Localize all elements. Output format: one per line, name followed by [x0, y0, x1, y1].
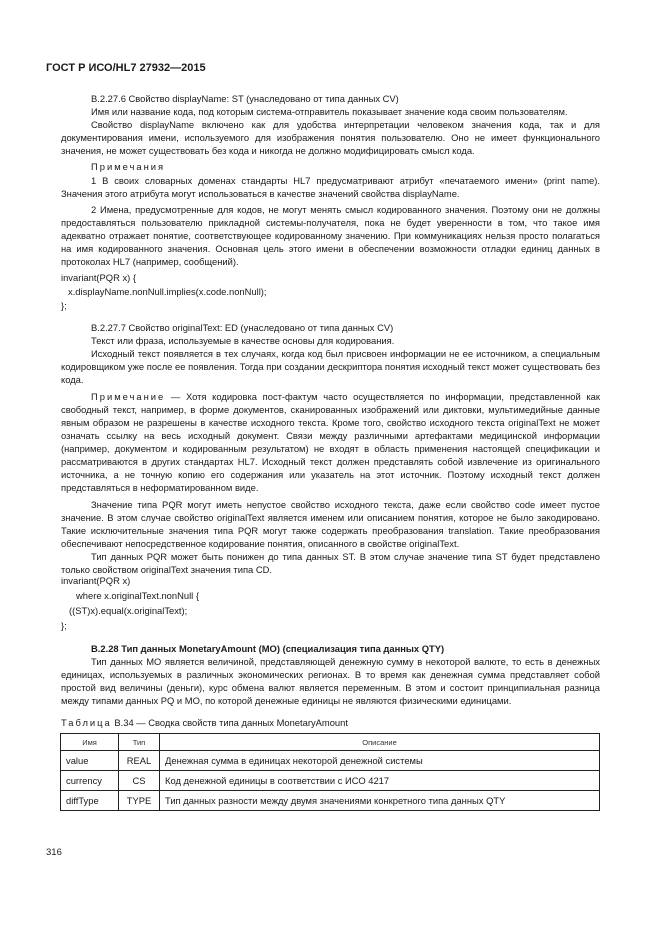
cell-description: Денежная сумма в единицах некоторой денежной системы: [160, 751, 600, 771]
section-heading: B.2.27.7 Свойство originalText: ED (унаследовано от типа данных CV): [91, 322, 394, 333]
note-text: — Хотя кодировка пост-фактум часто осуществляется по информации, представленной как свободный текст, например, в форме документов, сканированных изображений или диктовки, мультимедийные данные явным образом не разрешены в качестве исходного текста. Кроме того, свойство исходного текста originalText не может означать ссылку на весь исходный документ. Связи между различными артефактами медицинской информации (например, документом и кодированным результатом) не входят в область применения настоящей спецификации и рассматриваются в других стандартах HL7. Исходный текст должен представлять собой извлечение из оригинального источника, а не точную копию его содержания или указатель на этот источник. Поэтому исходный текст должен представляться в неформатированном виде.: [61, 391, 600, 493]
code-line: x.displayName.nonNull.implies(x.code.nonNull);: [68, 286, 267, 297]
column-header: Описание: [160, 734, 600, 751]
section-heading: B.2.27.6 Свойство displayName: ST (унаследовано от типа данных CV): [91, 93, 399, 104]
properties-table: [60, 733, 600, 811]
document-header: ГОСТ Р ИСО/HL7 27932—2015: [46, 62, 206, 74]
cell-description: Код денежной единицы в соответствии с ИСО 4217: [160, 771, 600, 791]
table-caption-text: B.34 — Сводка свойств типа данных MonetaryAmount: [111, 717, 348, 728]
note: 1 В своих словарных доменах стандарты HL7 предусматривают атрибут «печатаемого имени» (print name). Значения этого атрибута могут использоваться в качестве значений свойства displayName.: [61, 175, 600, 199]
section-monetary-amount: [61, 642, 600, 729]
table-header-row: [61, 734, 600, 751]
paragraph: Исходный текст появляется в тех случаях, когда код был присвоен информации не ее источником, а специальным кодировщиком уже после ее появления. Тогда при создании дескриптора понятия исходный текст может существовать без кода.: [61, 348, 600, 385]
code-line: ((ST)x).equal(x.originalText);: [69, 605, 188, 616]
table-row: [61, 791, 600, 811]
table-label: Таблица: [61, 717, 112, 728]
cell-name: value: [61, 751, 119, 771]
note: [61, 390, 600, 494]
cell-description: Тип данных разности между двумя значениями конкретного типа данных QTY: [160, 791, 600, 811]
paragraph: Тип данных PQR может быть понижен до типа данных ST. В этом случае значение типа ST будет представлено только свойством originalText значения типа CD.: [61, 551, 600, 575]
cell-type: CS: [119, 771, 160, 791]
paragraph: Текст или фраза, используемые в качестве основы для кодирования.: [91, 335, 395, 346]
code-line: where x.originalText.nonNull {: [76, 590, 199, 601]
table-caption: [61, 716, 600, 729]
paragraph: Тип данных MO является величиной, представляющей денежную сумму в некоторой валюте, то есть в денежных единицах, используемых в различных экономических регионах. В то время как денежная сумма представляет собой простой вид величины (деньги), курс обмена валют является переменным. В этом и состоит принципиальная разница между типами данных PQ и MO, по которой денежные единицы не являются физическими единицами.: [61, 656, 600, 706]
cell-type: REAL: [119, 751, 160, 771]
column-header: Тип: [119, 734, 160, 751]
code-line: invariant(PQR x) {: [61, 272, 137, 283]
cell-type: TYPE: [119, 791, 160, 811]
column-header: Имя: [61, 734, 119, 751]
cell-name: diffType: [61, 791, 119, 811]
paragraph: Значение типа PQR могут иметь непустое свойство исходного текста, даже если свойство code имеет пустое значение. В этом случае свойство originalText является именем или описанием понятия, которое не было закодировано. Такие исключительные значения типа PQR могут также содержать преобразования translation. Такие преобразования обеспечивают непосредственное кодирование понятия, описанного в свойстве originalText.: [61, 499, 600, 549]
table-row: [61, 771, 600, 791]
section-display-name: [61, 92, 600, 268]
code-line: };: [61, 300, 67, 311]
code-block: [61, 573, 199, 633]
code-line: };: [61, 620, 67, 631]
note: 2 Имена, предусмотренные для кодов, не могут менять смысл кодированного значения. Поэтому они не должны предоставляться пользователю прикладной системы-получателя, пока не будет уверенности в том, что такое имя адекватно отражает понятие, соответствующее кодированному значению. При коммуникациях нельзя просто полагаться на имя кодированного значения. Основная цель этого имени в обеспечении возможности отладки единиц данных в протоколах HL7 (например, сообщений).: [61, 204, 600, 267]
cell-name: currency: [61, 771, 119, 791]
code-block: [61, 271, 267, 313]
code-line: invariant(PQR x): [61, 575, 131, 586]
paragraph: Свойство displayName включено как для удобства интерпретации человеком значения кода, так и для документирования имени, используемого для изображения понятия пользователю. Оно не имеет функционального значения, не может существовать без кода и никогда не должно модифицировать смысл кода.: [61, 119, 600, 156]
paragraph: Имя или название кода, под которым система-отправитель показывает значение кода своим пользователям.: [91, 106, 568, 117]
notes-label: Примечания: [91, 161, 166, 172]
page-number: 316: [46, 847, 62, 858]
note-label: Примечание: [91, 391, 166, 402]
table-row: [61, 751, 600, 771]
section-heading: B.2.28 Тип данных MonetaryAmount (MO) (специализация типа данных QTY): [91, 643, 445, 654]
section-original-text: [61, 321, 600, 576]
